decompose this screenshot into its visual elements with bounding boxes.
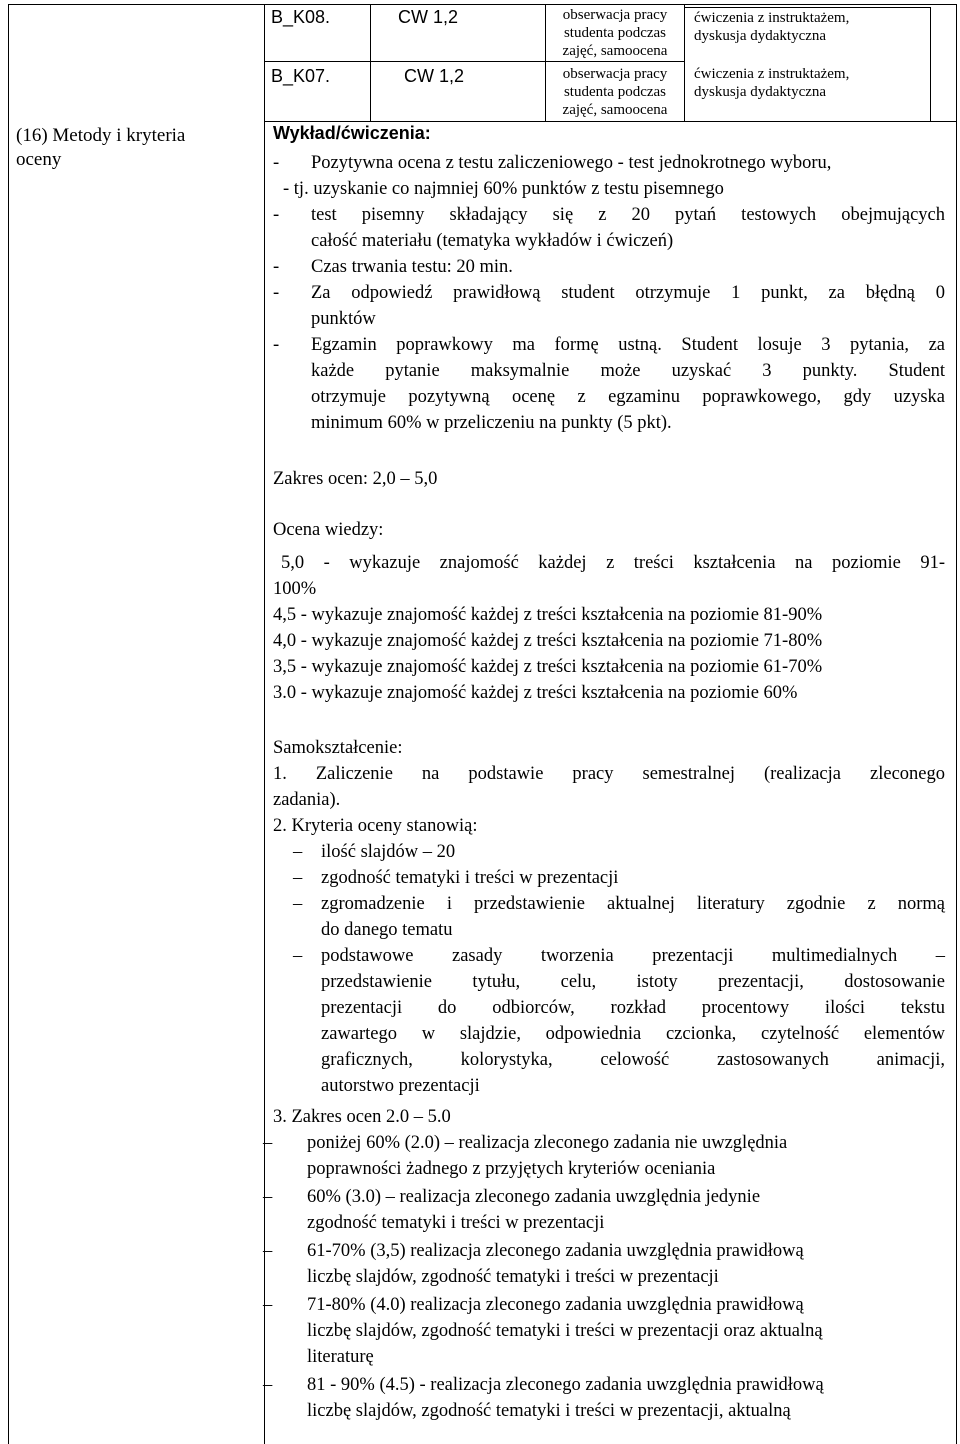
criteria-list [273, 839, 945, 1099]
verification-method: obserwacja pracy studenta podczas zajęć, samoocena [562, 66, 668, 118]
col-divider [370, 4, 371, 121]
list-item: - Czas trwania testu: 20 min. [273, 257, 513, 277]
row-divider [264, 61, 684, 62]
list-item: - Egzamin poprawkowy ma formę ustną. Student losuje 3 pytania, za każde pytanie maksymalnie może uzyskać 3 punkty. Student otrzymuje pozytywną ocenę z egzaminu poprawkowego, gdy uzyska minimum 60% w przeliczeniu na punkty (5 pkt). [273, 335, 945, 433]
teaching-method: ćwiczenia z instruktażem, dyskusja dydaktyczna [694, 10, 850, 44]
list-item: – 71-80% (4.0) realizacja zleconego zadania uwzględnia prawidłową liczbę slajdów, zgodność tematyki i treści w prezentacji oraz aktualną literaturę [263, 1295, 823, 1367]
list-item: – 81 - 90% (4.5) - realizacja zleconego zadania uwzględnia prawidłową liczbę slajdów, zgodność tematyki i treści w prezentacji, aktualną [263, 1375, 824, 1421]
grade-line: 4,0 - wykazuje znajomość każdej z treści kształcenia na poziomie 71-80% [273, 631, 823, 651]
method-box-top [684, 7, 930, 8]
list-item: – 60% (3.0) – realizacja zleconego zadania uwzględnia jedynie zgodność tematyki i treści w prezentacji [263, 1187, 761, 1233]
list-item: – 61-70% (3,5) realizacja zleconego zadania uwzględnia prawidłową liczbę slajdów, zgodność tematyki i treści w prezentacji [263, 1241, 804, 1287]
list-item: – zgromadzenie i przedstawienie aktualnej literatury zgodnie z normą do danego tematu [293, 894, 945, 940]
self-study-heading: Samokształcenie: [273, 738, 403, 758]
ranges-list [263, 1130, 953, 1426]
verification-method: obserwacja pracy studenta podczas zajęć, samoocena [562, 7, 668, 59]
grade-line: 5,0 - wykazuje znajomość każdej z treści kształcenia na poziomie 91- [281, 553, 945, 573]
grade-line: 100% [273, 579, 317, 599]
list-item: – zgodność tematyki i treści w prezentacji [293, 868, 619, 888]
list-item: – ilość slajdów – 20 [293, 842, 456, 862]
col-divider [684, 4, 685, 121]
grade-line: 3,5 - wykazuje znajomość każdej z treści kształcenia na poziomie 61-70% [273, 657, 823, 677]
section-label-cell [8, 4, 265, 1444]
knowledge-heading: Ocena wiedzy: [273, 520, 384, 540]
self-study-point-2: 2. Kryteria oceny stanowią: [273, 816, 478, 836]
self-study-point-1: 1. Zaliczenie na podstawie pracy semestralnej (realizacja zleconego zadania). [273, 764, 945, 810]
section-label: (16) Metody i kryteria oceny [16, 125, 186, 170]
lecture-criteria-list [273, 150, 945, 436]
effect-code: B_K08. [271, 7, 331, 27]
class-form: CW 1,2 [404, 66, 465, 86]
list-item: - Za odpowiedź prawidłową student otrzymuje 1 punkt, za błędną 0 punktów [273, 283, 945, 329]
list-item: – poniżej 60% (2.0) – realizacja zleconego zadania nie uwzględnia poprawności żadnego z przyjętych kryteriów oceniania [263, 1133, 788, 1179]
row-divider [264, 121, 956, 122]
class-form: CW 1,2 [398, 7, 459, 27]
lecture-heading: Wykład/ćwiczenia: [273, 123, 431, 143]
grade-range: Zakres ocen: 2,0 – 5,0 [273, 469, 438, 489]
effect-code: B_K07. [271, 66, 331, 86]
list-item: - Pozytywna ocena z testu zaliczeniowego - test jednokrotnego wyboru, - tj. uzyskanie co najmniej 60% punktów z testu pisemnego [273, 153, 832, 199]
table-top-border [8, 4, 956, 5]
method-box-right [930, 7, 931, 121]
self-study-point-3: 3. Zakres ocen 2.0 – 5.0 [273, 1107, 451, 1127]
list-item: - test pisemny składający się z 20 pytań testowych obejmujących całość materiału (tematyka wykładów i ćwiczeń) [273, 205, 945, 251]
teaching-method: ćwiczenia z instruktażem, dyskusja dydaktyczna [694, 66, 850, 100]
knowledge-grades [273, 550, 945, 706]
list-item: – podstawowe zasady tworzenia prezentacji multimedialnych – przedstawienie tytułu, celu, istoty prezentacji, dostosowanie prezentacji do odbiorców, rozkład procentowy ilości tekstu zawartego w slajdzie, odpowiednia czcionka, czytelność elementów graficznych, kolorystyka, celowość zastosowanych animacji, autorstwo prezentacji [293, 946, 945, 1096]
grade-line: 4,5 - wykazuje znajomość każdej z treści kształcenia na poziomie 81-90% [273, 605, 823, 625]
grade-line: 3.0 - wykazuje znajomość każdej z treści kształcenia na poziomie 60% [273, 683, 798, 703]
